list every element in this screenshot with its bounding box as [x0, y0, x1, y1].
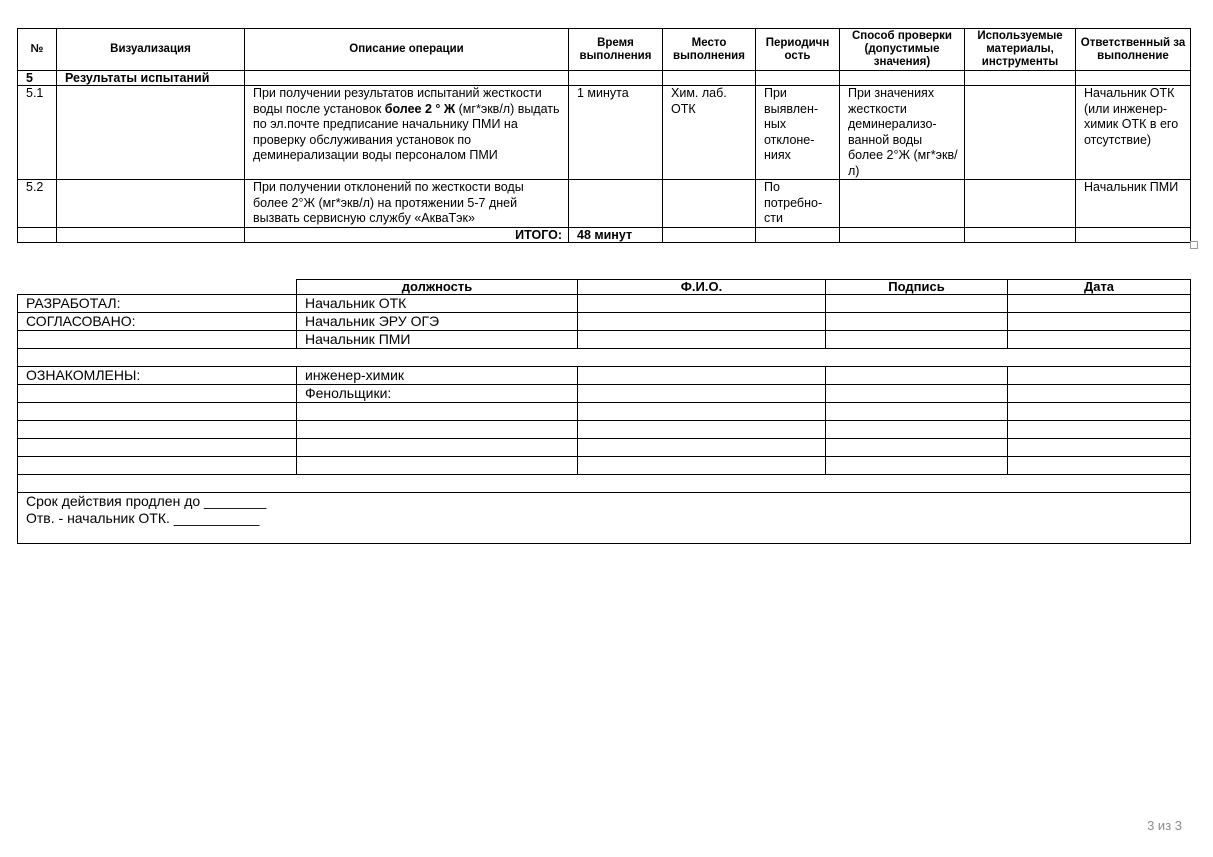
- header-description: Описание операции: [245, 29, 569, 71]
- position-cell: Фенольщики:: [297, 385, 578, 403]
- materials-cell: [965, 180, 1076, 228]
- validity-note: [18, 493, 1191, 544]
- table-row: [18, 180, 1191, 228]
- table-row: [18, 86, 1191, 180]
- header-time: Время выполнения: [569, 29, 663, 71]
- developed-label: РАЗРАБОТАЛ:: [18, 295, 297, 313]
- header-num: №: [18, 29, 57, 71]
- section-row: [18, 71, 1191, 86]
- header-date: Дата: [1008, 280, 1191, 295]
- familiarized-label: ОЗНАКОМЛЕНЫ:: [18, 367, 297, 385]
- signature-row: [18, 439, 1191, 457]
- method-cell: При значениях жесткости деминерализо-ванной воды более 2°Ж (мг*экв/л): [840, 86, 965, 180]
- place-cell: [663, 180, 756, 228]
- total-row: [18, 227, 1191, 242]
- signature-row: [18, 331, 1191, 349]
- signature-header-row: [18, 280, 1191, 295]
- header-responsible: Ответственный за выполнение: [1076, 29, 1191, 71]
- signature-row: [18, 421, 1191, 439]
- header-method: Способ проверки (допустимые значения): [840, 29, 965, 71]
- position-cell: Начальник ЭРУ ОГЭ: [297, 313, 578, 331]
- header-signature: Подпись: [826, 280, 1008, 295]
- visualization-cell: [57, 86, 245, 180]
- signature-row: [18, 385, 1191, 403]
- position-cell: Начальник ПМИ: [297, 331, 578, 349]
- agreed-label: СОГЛАСОВАНО:: [18, 313, 297, 331]
- description-cell: При получении результатов испытаний жесткости воды после установок более 2 ° Ж (мг*экв/л) выдать по эл.почте предписание начальнику ПМИ на проверку обслуживания установок по деминерализации воды персоналом ПМИ: [245, 86, 569, 180]
- operations-table: [17, 28, 1191, 243]
- signature-row: [18, 313, 1191, 331]
- period-cell: При выявлен-ных отклоне-ниях: [756, 86, 840, 180]
- responsible-line: Отв. - начальник ОТК. ___________: [26, 510, 260, 526]
- total-value: 48 минут: [569, 227, 663, 242]
- responsible-cell: Начальник ОТК (или инженер-химик ОТК в его отсутствие): [1076, 86, 1191, 180]
- signature-row: [18, 457, 1191, 475]
- spacer-row: [18, 349, 1191, 367]
- method-cell: [840, 180, 965, 228]
- header-visualization: Визуализация: [57, 29, 245, 71]
- period-cell: По потребно-сти: [756, 180, 840, 228]
- section-title: Результаты испытаний: [57, 71, 245, 86]
- signature-table: [17, 279, 1191, 544]
- footer-row: [18, 493, 1191, 544]
- header-place: Место выполнения: [663, 29, 756, 71]
- row-num: 5.1: [18, 86, 57, 180]
- position-cell: Начальник ОТК: [297, 295, 578, 313]
- place-cell: Хим. лаб. ОТК: [663, 86, 756, 180]
- position-cell: инженер-химик: [297, 367, 578, 385]
- page-number: 3 из 3: [1147, 818, 1182, 833]
- description-cell: При получении отклонений по жесткости воды более 2°Ж (мг*экв/л) на протяжении 5-7 дней вызвать сервисную службу «АкваТэк»: [245, 180, 569, 228]
- row-num: 5.2: [18, 180, 57, 228]
- header-fio: Ф.И.О.: [578, 280, 826, 295]
- spacer-row: [18, 475, 1191, 493]
- total-label: ИТОГО:: [245, 227, 569, 242]
- signature-row: [18, 367, 1191, 385]
- signature-row: [18, 403, 1191, 421]
- signature-row: [18, 295, 1191, 313]
- header-periodicity: Периодичн ость: [756, 29, 840, 71]
- visualization-cell: [57, 180, 245, 228]
- ops-header-row: [18, 29, 1191, 71]
- responsible-cell: Начальник ПМИ: [1076, 180, 1191, 228]
- header-materials: Используемые материалы, инструменты: [965, 29, 1076, 71]
- table-resize-handle[interactable]: [1190, 241, 1198, 249]
- time-cell: [569, 180, 663, 228]
- header-position: должность: [297, 280, 578, 295]
- section-num: 5: [18, 71, 57, 86]
- validity-extended-line: Срок действия продлен до ________: [26, 493, 267, 509]
- time-cell: 1 минута: [569, 86, 663, 180]
- materials-cell: [965, 86, 1076, 180]
